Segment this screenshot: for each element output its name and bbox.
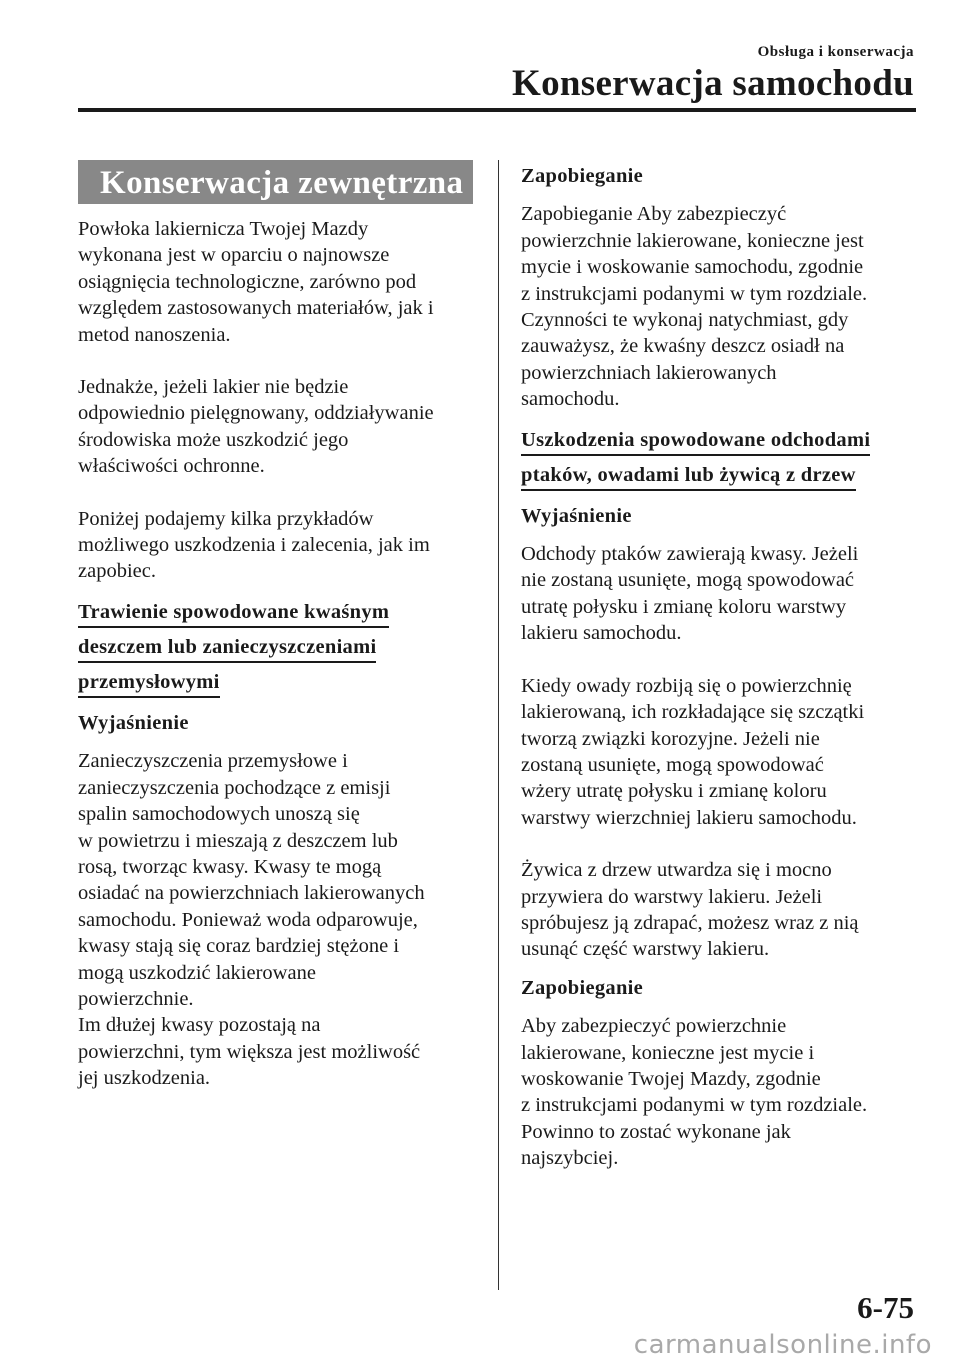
intro-paragraph-3: Poniżej podajemy kilka przykładów możliwego uszkodzenia i zalecenia, jak im zapobiec. [78, 507, 430, 583]
intro-paragraph-1: Powłoka lakiernicza Twojej Mazdy wykonana jest w oparciu o najnowsze osiągnięcia technologiczne, zarówno pod względem zastosowanych materiałów, jak i metod nanoszenia. [78, 218, 434, 346]
acid-rain-explanation: Zanieczyszczenia przemysłowe i zanieczyszczenia pochodzące z emisji spalin samochodowych unoszą się w powietrzu i mieszają z deszczem lub rosą, tworząc kwasy. Kwasy te mogą osiadać na powierzchniach lakierowanych samochodu. Ponieważ woda odparowuje, kwasy stają się coraz bardziej stężone i mogą uszkodzić lakierowane powierzchnie. Im dłużej kwasy pozostają na powierzchni, tym większa jest możliwość jej uszkodzenia. [78, 750, 425, 1090]
acid-rain-prevention: Zapobieganie Aby zabezpieczyć powierzchnie lakierowane, konieczne jest mycie i woskowanie samochodu, zgodnie z instrukcjami podanymi w tym rozdziale. Czynności te wykonaj natychmiast, gdy zauważysz, że kwaśny deszcz osiadł na powierzchniach lakierowanych samochodu. [521, 203, 868, 411]
droppings-heading-line-2: ptaków, owadami lub żywicą z drzew [521, 462, 856, 491]
droppings-explanation-3: Żywica z drzew utwardza się i mocno przywiera do warstwy lakieru. Jeżeli spróbujesz ją zdrapać, możesz wraz z nią usunąć część warstwy lakieru. [521, 859, 859, 961]
acid-rain-heading [78, 599, 473, 698]
page-number: 6-75 [857, 1290, 914, 1325]
droppings-heading [521, 427, 916, 491]
droppings-explanation-1: Odchody ptaków zawierają kwasy. Jeżeli nie zostaną usunięte, mogą spowodować utratę połysku i zmianę koloru warstwy lakieru samochodu. [521, 543, 859, 645]
acid-rain-heading-line-2: deszczem lub zanieczyszczeniami [78, 634, 376, 663]
prevention-label-2: Zapobieganie [521, 976, 644, 999]
intro-paragraph-2: Jednakże, jeżeli lakier nie będzie odpowiednio pielęgnowany, oddziaływanie środowiska może uszkodzić jego właściwości ochronne. [78, 376, 434, 478]
droppings-explanation-2: Kiedy owady rozbiją się o powierzchnię lakierowaną, ich rozkładające się szczątki tworzą związki korozyjne. Jeżeli nie zostaną usunięte, mogą spowodować wżery utratę połysku i zmianę koloru warstwy wierzchniej lakieru samochodu. [521, 674, 865, 829]
prevention-label: Zapobieganie [521, 165, 644, 187]
right-column [521, 160, 916, 1198]
section-banner: Konserwacja zewnętrzna [78, 160, 473, 204]
section-kicker: Obsługa i konserwacja [757, 44, 914, 60]
droppings-prevention: Aby zabezpieczyć powierzchnie lakierowane, konieczne jest mycie i woskowanie Twojej Mazdy, zgodnie z instrukcjami podanymi w tym rozdziale. Powinno to zostać wykonane jak najszybciej. [521, 1015, 868, 1170]
column-divider [498, 160, 499, 1290]
explanation-label-2: Wyjaśnienie [521, 504, 632, 527]
droppings-heading-line-1: Uszkodzenia spowodowane odchodami [521, 427, 870, 456]
watermark: carmanualsonline.info [633, 1330, 932, 1360]
acid-rain-heading-line-1: Trawienie spowodowane kwaśnym [78, 599, 389, 628]
acid-rain-heading-line-3: przemysłowymi [78, 669, 220, 698]
page-title: Konserwacja samochodu [512, 63, 914, 104]
left-column [78, 160, 473, 1118]
header-rule [78, 108, 916, 112]
explanation-label: Wyjaśnienie [78, 711, 189, 734]
